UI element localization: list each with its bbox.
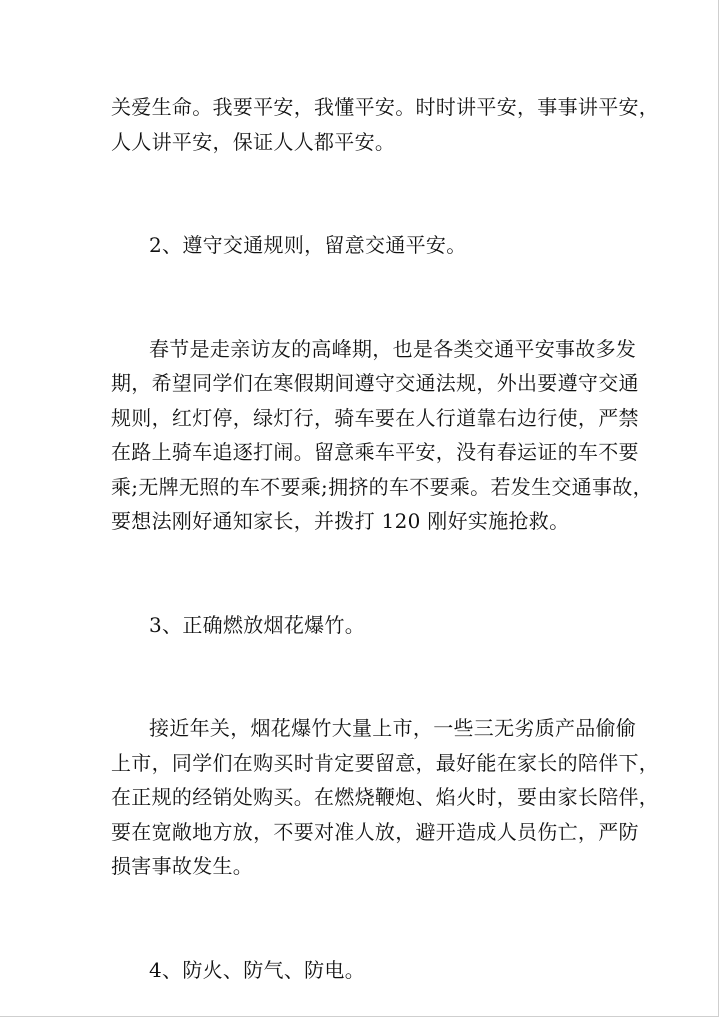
heading-text: 3、正确燃放烟花爆竹。: [149, 612, 366, 637]
paragraph-fireworks: [111, 711, 660, 884]
paragraph-gap: [111, 642, 611, 711]
heading-text: 2、遵守交通规则，留意交通平安。: [149, 233, 467, 257]
paragraph-gap: [111, 539, 611, 608]
text-line: 乘;无牌无照的车不要乘;拥挤的车不要乘。若发生交通事故，: [111, 474, 653, 499]
text-line: 要在宽敞地方放，不要对准人放，避开造成人员伤亡，严防: [111, 819, 639, 844]
text-line: 人人讲平安，保证人人都平安。: [111, 129, 396, 154]
paragraph-gap: [111, 263, 611, 332]
text-line: 关爱生命。我要平安，我懂平安。时时讲平安，事事讲平安，: [111, 95, 660, 119]
paragraph-gap: [111, 884, 611, 953]
heading-fireworks: [111, 608, 611, 643]
text-line: 春节是走亲访友的高峰期，也是各类交通平安事故多发: [149, 336, 637, 361]
paragraph-traffic: [111, 332, 653, 539]
text-line: 规则，红灯停，绿灯行，骑车要在人行道靠右边行使，严禁: [111, 405, 639, 430]
text-line: 上市，同学们在购买时肯定要留意，最好能在家长的陪伴下，: [111, 750, 660, 775]
paragraph-gap: [111, 159, 611, 228]
heading-traffic-rules: [111, 228, 611, 263]
text-line: 在路上骑车追逐打闹。留意乘车平安，没有春运证的车不要: [111, 440, 639, 464]
text-line: 在正规的经销处购买。在燃烧鞭炮、焰火时，要由家长陪伴，: [111, 785, 660, 809]
text-line: 接近年关，烟花爆竹大量上市，一些三无劣质产品偷偷: [149, 716, 637, 740]
text-line: 要想法刚好通知家长，并拨打 120 刚好实施抢救。: [111, 509, 570, 533]
document-body: [111, 90, 660, 987]
paragraph-safety-intro: [111, 90, 660, 159]
text-line: 期，希望同学们在寒假期间遵守交通法规，外出要遵守交通: [111, 371, 639, 395]
heading-text: 4、防火、防气、防电。: [149, 957, 366, 982]
heading-fire-gas-electric: [111, 953, 611, 988]
text-line: 损害事故发生。: [111, 854, 254, 878]
